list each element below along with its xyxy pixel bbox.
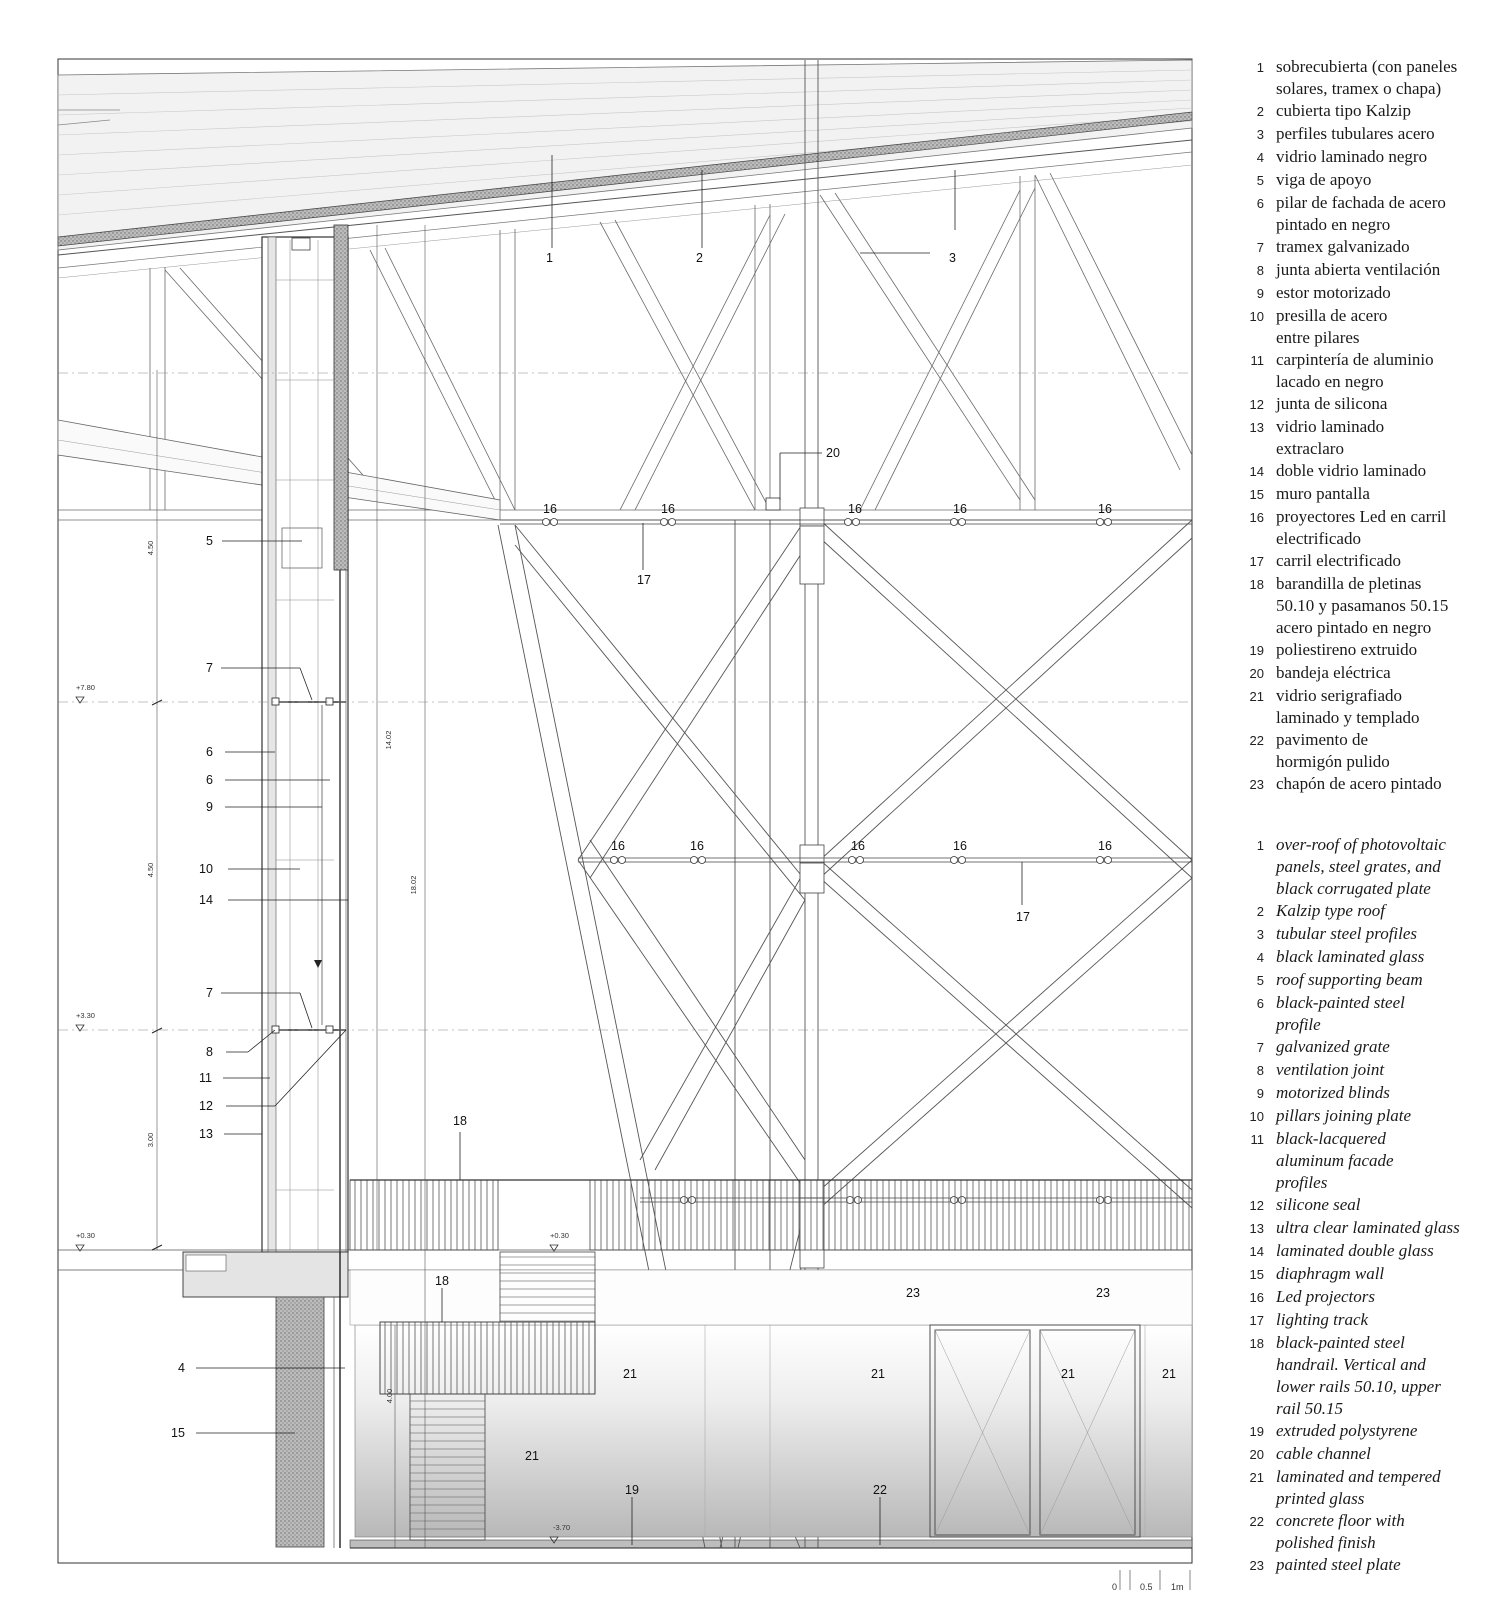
callout-5: 5 bbox=[206, 534, 213, 548]
callout-23a: 23 bbox=[906, 1286, 920, 1300]
legend-en-item-number: 1 bbox=[1256, 838, 1264, 853]
legend-en-item-number: 13 bbox=[1249, 1221, 1264, 1236]
level-370: -3.70 bbox=[553, 1523, 571, 1532]
callout-16c: 16 bbox=[848, 502, 862, 516]
legend-es-item-text: chapón de acero pintado bbox=[1276, 774, 1442, 793]
dim-1802: 18.02 bbox=[409, 875, 418, 895]
callout-19: 19 bbox=[625, 1483, 639, 1497]
legend-en-item-text: laminated and tempered printed glass bbox=[1276, 1467, 1441, 1508]
callout-18b: 18 bbox=[435, 1274, 449, 1288]
roof bbox=[58, 60, 1192, 278]
dim-450-top: 4.50 bbox=[146, 540, 155, 556]
legend-en-item-text: tubular steel profiles bbox=[1276, 924, 1418, 943]
legend-en-item-6 bbox=[1236, 992, 1506, 1036]
legend-es-item-20 bbox=[1236, 662, 1506, 685]
legend-en-item-text: laminated double glass bbox=[1276, 1241, 1434, 1260]
legend-es-item-13 bbox=[1236, 416, 1506, 460]
legend-en-item-text: motorized blinds bbox=[1276, 1083, 1390, 1102]
legend-en-item-22 bbox=[1236, 1510, 1506, 1554]
legend-spanish bbox=[1236, 56, 1506, 796]
legend-es-item-10 bbox=[1236, 305, 1506, 349]
legend-en-item-text: black-painted steel handrail. Vertical and lower rails 50.10, upper rail 50.15 bbox=[1276, 1333, 1441, 1418]
legend-es-item-text: sobrecubierta (con paneles solares, tramex o chapa) bbox=[1276, 57, 1458, 98]
legend-en-item-13 bbox=[1236, 1217, 1506, 1240]
legend-en-item-14 bbox=[1236, 1240, 1506, 1263]
callout-15: 15 bbox=[171, 1426, 185, 1440]
legend-en-item-number: 11 bbox=[1250, 1132, 1264, 1147]
legend-en-item-18 bbox=[1236, 1332, 1506, 1420]
legend-es-item-15 bbox=[1236, 483, 1506, 506]
legend-en-item-5 bbox=[1236, 969, 1506, 992]
legend-en-item-number: 18 bbox=[1249, 1336, 1264, 1351]
legend-en-item-11 bbox=[1236, 1128, 1506, 1194]
callout-1: 1 bbox=[546, 251, 553, 265]
legend-es-item-6 bbox=[1236, 192, 1506, 236]
callout-4: 4 bbox=[178, 1361, 185, 1375]
legend-es-item-text: barandilla de pletinas 50.10 y pasamanos 50.15 acero pintado en negro bbox=[1276, 574, 1449, 637]
legend-en-item-text: over-roof of photovoltaic panels, steel grates, and black corrugated plate bbox=[1276, 835, 1446, 898]
legend-en-item-number: 19 bbox=[1249, 1424, 1264, 1439]
legend-en-item-number: 4 bbox=[1256, 950, 1264, 965]
legend-es-item-8 bbox=[1236, 259, 1506, 282]
legend-en-item-2 bbox=[1236, 900, 1506, 923]
legend-es-item-number: 5 bbox=[1256, 173, 1264, 188]
steel-plate bbox=[350, 1270, 1192, 1325]
callout-13: 13 bbox=[199, 1127, 213, 1141]
callout-6b: 6 bbox=[206, 773, 213, 787]
legend-es-item-23 bbox=[1236, 773, 1506, 796]
callout-16d: 16 bbox=[953, 502, 967, 516]
legend-en-item-number: 14 bbox=[1249, 1244, 1264, 1259]
callout-14: 14 bbox=[199, 893, 213, 907]
legend-en-item-number: 10 bbox=[1249, 1109, 1264, 1124]
legend-en-item-text: galvanized grate bbox=[1276, 1037, 1390, 1056]
cable-channel bbox=[766, 498, 780, 510]
legend-es-item-4 bbox=[1236, 146, 1506, 169]
legend-en-item-number: 5 bbox=[1256, 973, 1264, 988]
callout-17a: 17 bbox=[637, 573, 651, 587]
legend-en-item-9 bbox=[1236, 1082, 1506, 1105]
legend-en-item-17 bbox=[1236, 1309, 1506, 1332]
legend-es-item-text: presilla de acero entre pilares bbox=[1276, 306, 1388, 347]
legend-es-item-2 bbox=[1236, 100, 1506, 123]
legend-es-item-text: vidrio laminado extraclaro bbox=[1276, 417, 1385, 458]
legend-es-item-14 bbox=[1236, 460, 1506, 483]
legend-en-item-number: 21 bbox=[1249, 1470, 1264, 1485]
legend-es-item-number: 11 bbox=[1250, 353, 1264, 368]
legend-en-item-12 bbox=[1236, 1194, 1506, 1217]
legend-en-item-20 bbox=[1236, 1443, 1506, 1466]
callout-7b: 7 bbox=[206, 986, 213, 1000]
callout-16i: 16 bbox=[953, 839, 967, 853]
legend-en-item-number: 7 bbox=[1256, 1040, 1264, 1055]
legend-en-item-text: silicone seal bbox=[1276, 1195, 1361, 1214]
legend-es-item-text: carril electrificado bbox=[1276, 551, 1402, 570]
led-projectors bbox=[543, 519, 1112, 1204]
legend-en-item-21 bbox=[1236, 1466, 1506, 1510]
legend-english bbox=[1236, 834, 1506, 1577]
legend-en-item-number: 20 bbox=[1249, 1447, 1264, 1462]
legend-es-item-text: poliestireno extruido bbox=[1276, 640, 1418, 659]
dim-300: 3.00 bbox=[146, 1132, 155, 1148]
legend-en-item-number: 17 bbox=[1249, 1313, 1264, 1328]
legend-en-item-23 bbox=[1236, 1554, 1506, 1577]
diaphragm-wall bbox=[276, 1297, 324, 1547]
legend-es-item-text: bandeja eléctrica bbox=[1276, 663, 1391, 682]
legend-en-item-number: 2 bbox=[1256, 904, 1264, 919]
scale-bar bbox=[1112, 1570, 1190, 1592]
callout-10: 10 bbox=[199, 862, 213, 876]
legend-es-item-16 bbox=[1236, 506, 1506, 550]
callout-16e: 16 bbox=[1098, 502, 1112, 516]
legend-en-item-text: ventilation joint bbox=[1276, 1060, 1385, 1079]
legend-es-item-17 bbox=[1236, 550, 1506, 573]
legend-es-item-12 bbox=[1236, 393, 1506, 416]
legend-en-item-text: Kalzip type roof bbox=[1276, 901, 1385, 920]
facade bbox=[262, 225, 348, 1252]
legend-en-item-text: pillars joining plate bbox=[1276, 1106, 1412, 1125]
callout-2: 2 bbox=[696, 251, 703, 265]
legend-es-item-19 bbox=[1236, 639, 1506, 662]
level-030-left: +0.30 bbox=[76, 1231, 95, 1240]
dim-1402: 14.02 bbox=[384, 730, 393, 750]
legend-es-item-number: 18 bbox=[1249, 577, 1264, 592]
legend-es-item-text: muro pantalla bbox=[1276, 484, 1370, 503]
callout-21d: 21 bbox=[1162, 1367, 1176, 1381]
legend-en-item-text: roof supporting beam bbox=[1276, 970, 1423, 989]
legend-es-item-number: 21 bbox=[1249, 689, 1264, 704]
callout-17b: 17 bbox=[1016, 910, 1030, 924]
legend-en-item-1 bbox=[1236, 834, 1506, 900]
legend-es-item-number: 19 bbox=[1249, 643, 1264, 658]
legend-es-item-number: 3 bbox=[1256, 127, 1264, 142]
legend-en-item-16 bbox=[1236, 1286, 1506, 1309]
legend-en-item-number: 9 bbox=[1256, 1086, 1264, 1101]
legend-es-item-9 bbox=[1236, 282, 1506, 305]
callout-21e: 21 bbox=[525, 1449, 539, 1463]
callout-11: 11 bbox=[199, 1071, 212, 1085]
callout-7a: 7 bbox=[206, 661, 213, 675]
legend-es-item-text: vidrio serigrafiado laminado y templado bbox=[1276, 686, 1420, 727]
legend-en-item-text: diaphragm wall bbox=[1276, 1264, 1385, 1283]
legend-es-item-5 bbox=[1236, 169, 1506, 192]
level-780: +7.80 bbox=[76, 683, 95, 692]
callout-21a: 21 bbox=[623, 1367, 637, 1381]
legend-en-item-number: 8 bbox=[1256, 1063, 1264, 1078]
legend-es-item-7 bbox=[1236, 236, 1506, 259]
level-330: +3.30 bbox=[76, 1011, 95, 1020]
legend-es-item-number: 17 bbox=[1249, 554, 1264, 569]
callout-16a: 16 bbox=[543, 502, 557, 516]
dim-400: 4.00 bbox=[385, 1388, 394, 1404]
legend-en-item-10 bbox=[1236, 1105, 1506, 1128]
legend-es-item-number: 16 bbox=[1249, 510, 1264, 525]
legend-es-item-number: 23 bbox=[1249, 777, 1264, 792]
legend-es-item-text: doble vidrio laminado bbox=[1276, 461, 1427, 480]
stair bbox=[410, 1394, 485, 1540]
callout-21b: 21 bbox=[871, 1367, 885, 1381]
callout-22: 22 bbox=[873, 1483, 887, 1497]
dim-450-mid: 4.50 bbox=[146, 862, 155, 878]
legend-es-item-text: pavimento de hormigón pulido bbox=[1276, 730, 1390, 771]
legend-en-item-number: 23 bbox=[1249, 1558, 1264, 1573]
legend-es-item-3 bbox=[1236, 123, 1506, 146]
legend-es-item-18 bbox=[1236, 573, 1506, 639]
legend-es-item-22 bbox=[1236, 729, 1506, 773]
callout-23b: 23 bbox=[1096, 1286, 1110, 1300]
legend-en-item-text: Led projectors bbox=[1276, 1287, 1376, 1306]
legend-es-item-text: perfiles tubulares acero bbox=[1276, 124, 1435, 143]
legend-es-item-number: 20 bbox=[1249, 666, 1264, 681]
legend-es-item-text: vidrio laminado negro bbox=[1276, 147, 1428, 166]
legend-en-item-3 bbox=[1236, 923, 1506, 946]
legend-es-item-text: estor motorizado bbox=[1276, 283, 1391, 302]
legend-es-item-text: viga de apoyo bbox=[1276, 170, 1372, 189]
legend-en-item-text: black-lacquered aluminum facade profiles bbox=[1276, 1129, 1394, 1192]
railing-upper-left bbox=[350, 1180, 498, 1250]
callout-16j: 16 bbox=[1098, 839, 1112, 853]
legend-es-item-number: 15 bbox=[1249, 487, 1264, 502]
stair-railing bbox=[380, 1322, 595, 1394]
callout-16f: 16 bbox=[611, 839, 625, 853]
legend-en-item-15 bbox=[1236, 1263, 1506, 1286]
legend-en-item-text: black-painted steel profile bbox=[1276, 993, 1405, 1034]
legend-es-item-text: proyectores Led en carril electrificado bbox=[1276, 507, 1447, 548]
legend-es-item-text: junta abierta ventilación bbox=[1276, 260, 1441, 279]
legend-es-item-text: junta de silicona bbox=[1276, 394, 1388, 413]
legend-en-item-4 bbox=[1236, 946, 1506, 969]
legend-en-item-number: 16 bbox=[1249, 1290, 1264, 1305]
legend-es-item-1 bbox=[1236, 56, 1506, 100]
legend-en-item-text: painted steel plate bbox=[1276, 1555, 1401, 1574]
legend-en-item-number: 12 bbox=[1249, 1198, 1264, 1213]
callout-16b: 16 bbox=[661, 502, 675, 516]
callout-18a: 18 bbox=[453, 1114, 467, 1128]
legend-en-item-text: concrete floor with polished finish bbox=[1276, 1511, 1405, 1552]
legend-en-item-19 bbox=[1236, 1420, 1506, 1443]
legend-es-item-number: 9 bbox=[1256, 286, 1264, 301]
legend-es-item-number: 10 bbox=[1249, 309, 1264, 324]
legend-es-item-text: tramex galvanizado bbox=[1276, 237, 1410, 256]
legend-en-item-text: cable channel bbox=[1276, 1444, 1371, 1463]
legend-es-item-number: 22 bbox=[1249, 733, 1264, 748]
railing-upper-right bbox=[590, 1180, 1192, 1250]
legend-en-item-8 bbox=[1236, 1059, 1506, 1082]
callout-16g: 16 bbox=[690, 839, 704, 853]
callout-3: 3 bbox=[949, 251, 956, 265]
callout-6a: 6 bbox=[206, 745, 213, 759]
level-030-mid: +0.30 bbox=[550, 1231, 569, 1240]
legend-es-item-number: 6 bbox=[1256, 196, 1264, 211]
legend-es-item-text: cubierta tipo Kalzip bbox=[1276, 101, 1412, 120]
legend-en-item-number: 6 bbox=[1256, 996, 1264, 1011]
legend-en-item-7 bbox=[1236, 1036, 1506, 1059]
legend-en-item-text: extruded polystyrene bbox=[1276, 1421, 1418, 1440]
scale-label-1m: 1m bbox=[1171, 1582, 1184, 1592]
callout-8: 8 bbox=[206, 1045, 213, 1059]
scale-label-05: 0.5 bbox=[1140, 1582, 1153, 1592]
legend-es-item-number: 14 bbox=[1249, 464, 1264, 479]
legend-es-item-number: 7 bbox=[1256, 240, 1264, 255]
legend-es-item-number: 2 bbox=[1256, 104, 1264, 119]
legend-en-item-text: black laminated glass bbox=[1276, 947, 1425, 966]
legend-en-item-text: lighting track bbox=[1276, 1310, 1369, 1329]
legend-en-item-number: 3 bbox=[1256, 927, 1264, 942]
callout-12: 12 bbox=[199, 1099, 213, 1113]
legend-es-item-text: pilar de fachada de acero pintado en negro bbox=[1276, 193, 1446, 234]
legend-es-item-11 bbox=[1236, 349, 1506, 393]
column-joints bbox=[800, 508, 824, 1268]
callout-16h: 16 bbox=[851, 839, 865, 853]
legend-en-item-text: ultra clear laminated glass bbox=[1276, 1218, 1460, 1237]
legend-es-item-number: 12 bbox=[1249, 397, 1264, 412]
legend-es-item-text: carpintería de aluminio lacado en negro bbox=[1276, 350, 1434, 391]
legend-es-item-number: 1 bbox=[1256, 60, 1264, 75]
legend-en-item-number: 22 bbox=[1249, 1514, 1264, 1529]
legend-es-item-21 bbox=[1236, 685, 1506, 729]
legend-en-item-number: 15 bbox=[1249, 1267, 1264, 1282]
scale-label-0: 0 bbox=[1112, 1582, 1118, 1592]
legend-es-item-number: 4 bbox=[1256, 150, 1264, 165]
callout-21c: 21 bbox=[1061, 1367, 1075, 1381]
legend-es-item-number: 8 bbox=[1256, 263, 1264, 278]
callout-20: 20 bbox=[826, 446, 840, 460]
callout-9: 9 bbox=[206, 800, 213, 814]
legend-es-item-number: 13 bbox=[1249, 420, 1264, 435]
